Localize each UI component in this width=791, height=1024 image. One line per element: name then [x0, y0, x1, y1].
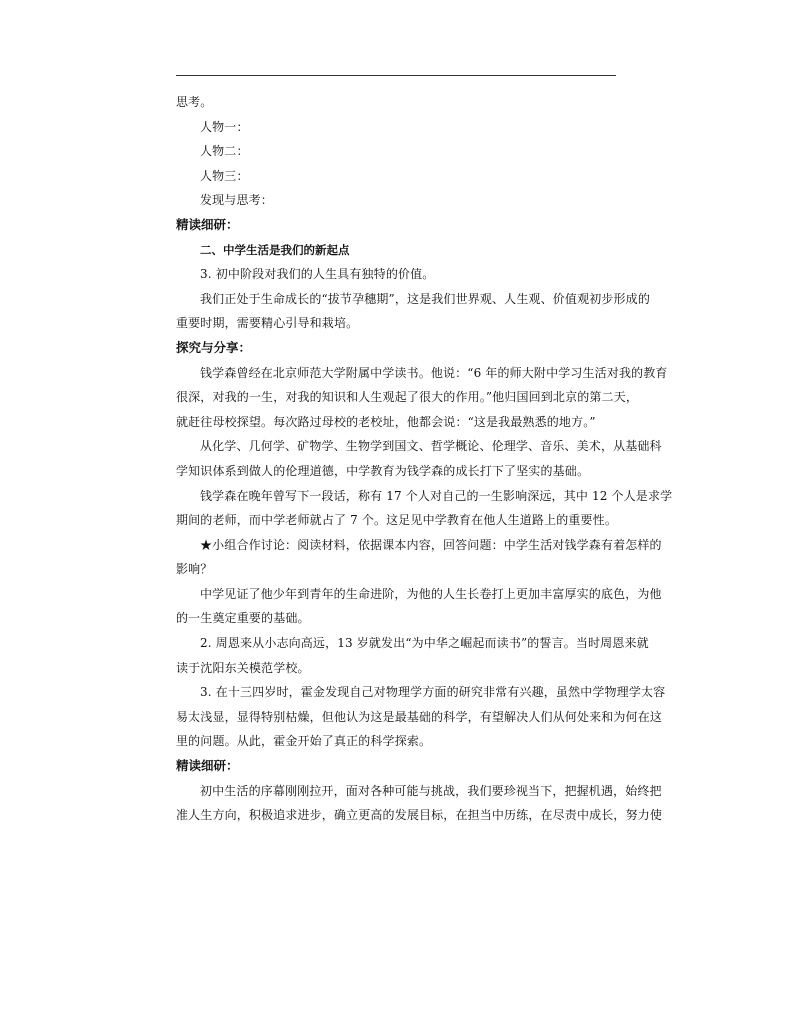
paragraph-line: 准人生方向，积极追求进步，确立更高的发展目标，在担当中历练，在尽责中成长，努力使	[176, 808, 663, 823]
paragraph-line: 的一生奠定重要的基础。	[176, 611, 310, 626]
header-rule	[176, 75, 616, 76]
paragraph-line: 人物三：	[200, 168, 249, 183]
paragraph-line: 初中生活的序幕刚刚拉开，面对各种可能与挑战，我们要珍视当下，把握机遇，始终把	[200, 783, 662, 798]
paragraph-line: 钱学森曾经在北京师范大学附属中学读书。他说：“6 年的师大附中学习生活对我的教育	[200, 365, 668, 380]
paragraph-line: 人物一：	[200, 119, 249, 134]
paragraph-line: 从化学、几何学、矿物学、生物学到国文、哲学概论、伦理学、音乐、美术，从基础科	[200, 439, 662, 454]
paragraph-line: 钱学森在晚年曾写下一段话，称有 17 个人对自己的一生影响深远，其中 12 个人是求学	[200, 488, 673, 503]
paragraph-line: 思考。	[176, 95, 213, 109]
paragraph-line: 我们正处于生命成长的“拔节孕穗期”，这是我们世界观、人生观、价值观初步形成的	[200, 291, 650, 306]
document-body	[176, 90, 673, 828]
section-heading: 探究与分享：	[176, 339, 252, 355]
paragraph-line: 期间的老师，而中学老师就占了 7 个。这足见中学教育在他人生道路上的重要性。	[176, 513, 617, 528]
paragraph-line: 学知识体系到做人的伦理道德，中学教育为钱学森的成长打下了坚实的基础。	[176, 463, 590, 478]
paragraph-line: 发现与思考：	[200, 193, 273, 208]
paragraph-line: 3. 初中阶段对我们的人生具有独特的价值。	[200, 267, 435, 282]
paragraph-line: 人物二：	[200, 144, 249, 159]
paragraph-line: 里的问题。从此，霍金开始了真正的科学探索。	[176, 734, 432, 749]
paragraph-line: 很深，对我的一生，对我的知识和人生观起了很大的作用。”他归国回到北京的第二天，	[176, 390, 638, 405]
paragraph-line: 就赶往母校探望。每次路过母校的老校址，他都会说：“这是我最熟悉的地方。”	[176, 414, 596, 429]
section-subheading: 二、中学生活是我们的新起点	[200, 242, 350, 257]
paragraph-line: 影响？	[176, 562, 213, 577]
paragraph-line: 2. 周恩来从小志向高远，13 岁就发出“为中华之崛起而读书”的誓言。当时周恩来就	[200, 636, 649, 651]
paragraph-line: ★小组合作讨论：阅读材料，依据课本内容，回答问题：中学生活对钱学森有着怎样的	[200, 537, 662, 552]
paragraph-line: 中学见证了他少年到青年的生命进阶，为他的人生长卷打上更加丰富厚实的底色，为他	[200, 586, 662, 601]
section-heading: 精读细研：	[176, 216, 239, 232]
paragraph-line: 3. 在十三四岁时，霍金发现自己对物理学方面的研究非常有兴趣，虽然中学物理学太容	[200, 685, 666, 700]
paragraph-line: 重要时期，需要精心引导和栽培。	[176, 316, 359, 331]
paragraph-line: 易太浅显，显得特别枯燥，但他认为这是最基础的科学，有望解决人们从何处来和为何在这	[176, 709, 663, 724]
section-heading: 精读细研：	[176, 758, 239, 774]
paragraph-line: 读于沈阳东关模范学校。	[176, 660, 310, 675]
